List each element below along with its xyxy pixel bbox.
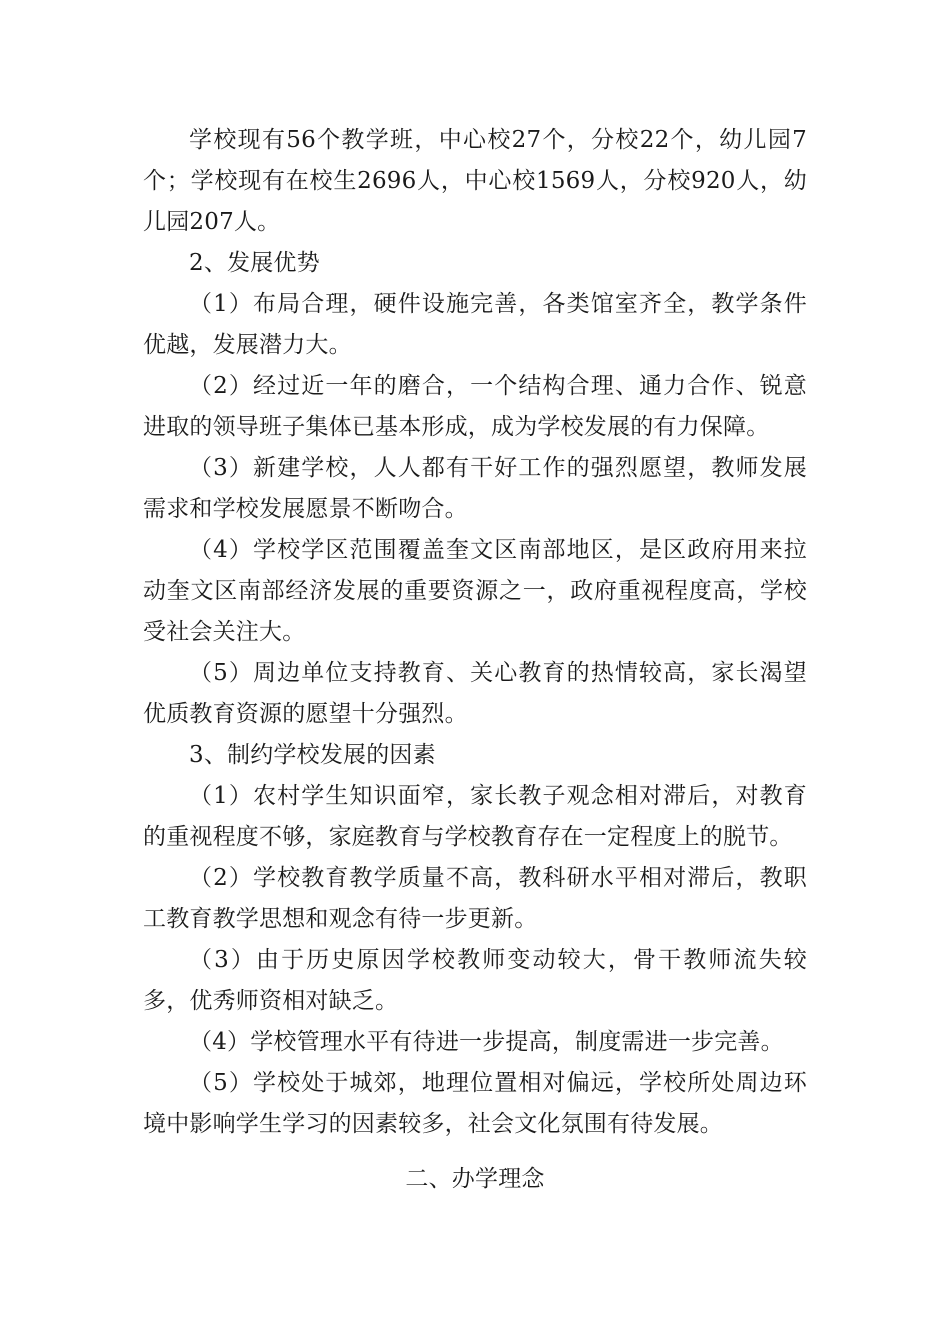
paragraph-advantage-1: （1）布局合理，硬件设施完善，各类馆室齐全，教学条件优越，发展潜力大。: [143, 291, 807, 358]
paragraph-constraint-2: （2）学校教育教学质量不高，教科研水平相对滞后，教职工教育教学思想和观念有待一步更新。: [143, 865, 807, 932]
subheading-advantages: 2、发展优势: [189, 250, 320, 276]
paragraph-advantage-2: （2）经过近一年的磨合，一个结构合理、通力合作、锐意进取的领导班子集体已基本形成，成为学校发展的有力保障。: [143, 373, 807, 440]
paragraph-constraint-4: （4）学校管理水平有待进一步提高，制度需进一步完善。: [189, 1029, 784, 1055]
section-heading: 二、办学理念: [405, 1166, 545, 1192]
paragraph-advantage-5: （5）周边单位支持教育、关心教育的热情较高，家长渴望优质教育资源的愿望十分强烈。: [143, 660, 807, 727]
paragraph-constraint-3: （3）由于历史原因学校教师变动较大，骨干教师流失较多，优秀师资相对缺乏。: [143, 947, 807, 1014]
paragraph-constraint-1: （1）农村学生知识面窄，家长教子观念相对滞后，对教育的重视程度不够，家庭教育与学校教育存在一定程度上的脱节。: [143, 783, 807, 850]
document-body: [143, 120, 807, 1200]
paragraph-advantage-4: （4）学校学区范围覆盖奎文区南部地区，是区政府用来拉动奎文区南部经济发展的重要资源之一，政府重视程度高，学校受社会关注大。: [143, 537, 807, 645]
subheading-constraints: 3、制约学校发展的因素: [189, 742, 436, 768]
paragraph-constraint-5: （5）学校处于城郊，地理位置相对偏远，学校所处周边环境中影响学生学习的因素较多，社会文化氛围有待发展。: [143, 1070, 807, 1137]
paragraph-enrollment: 学校现有56个教学班，中心校27个，分校22个，幼儿园7个；学校现有在校生2696人，中心校1569人，分校920人，幼儿园207人。: [143, 127, 807, 235]
paragraph-advantage-3: （3）新建学校，人人都有干好工作的强烈愿望，教师发展需求和学校发展愿景不断吻合。: [143, 455, 807, 522]
